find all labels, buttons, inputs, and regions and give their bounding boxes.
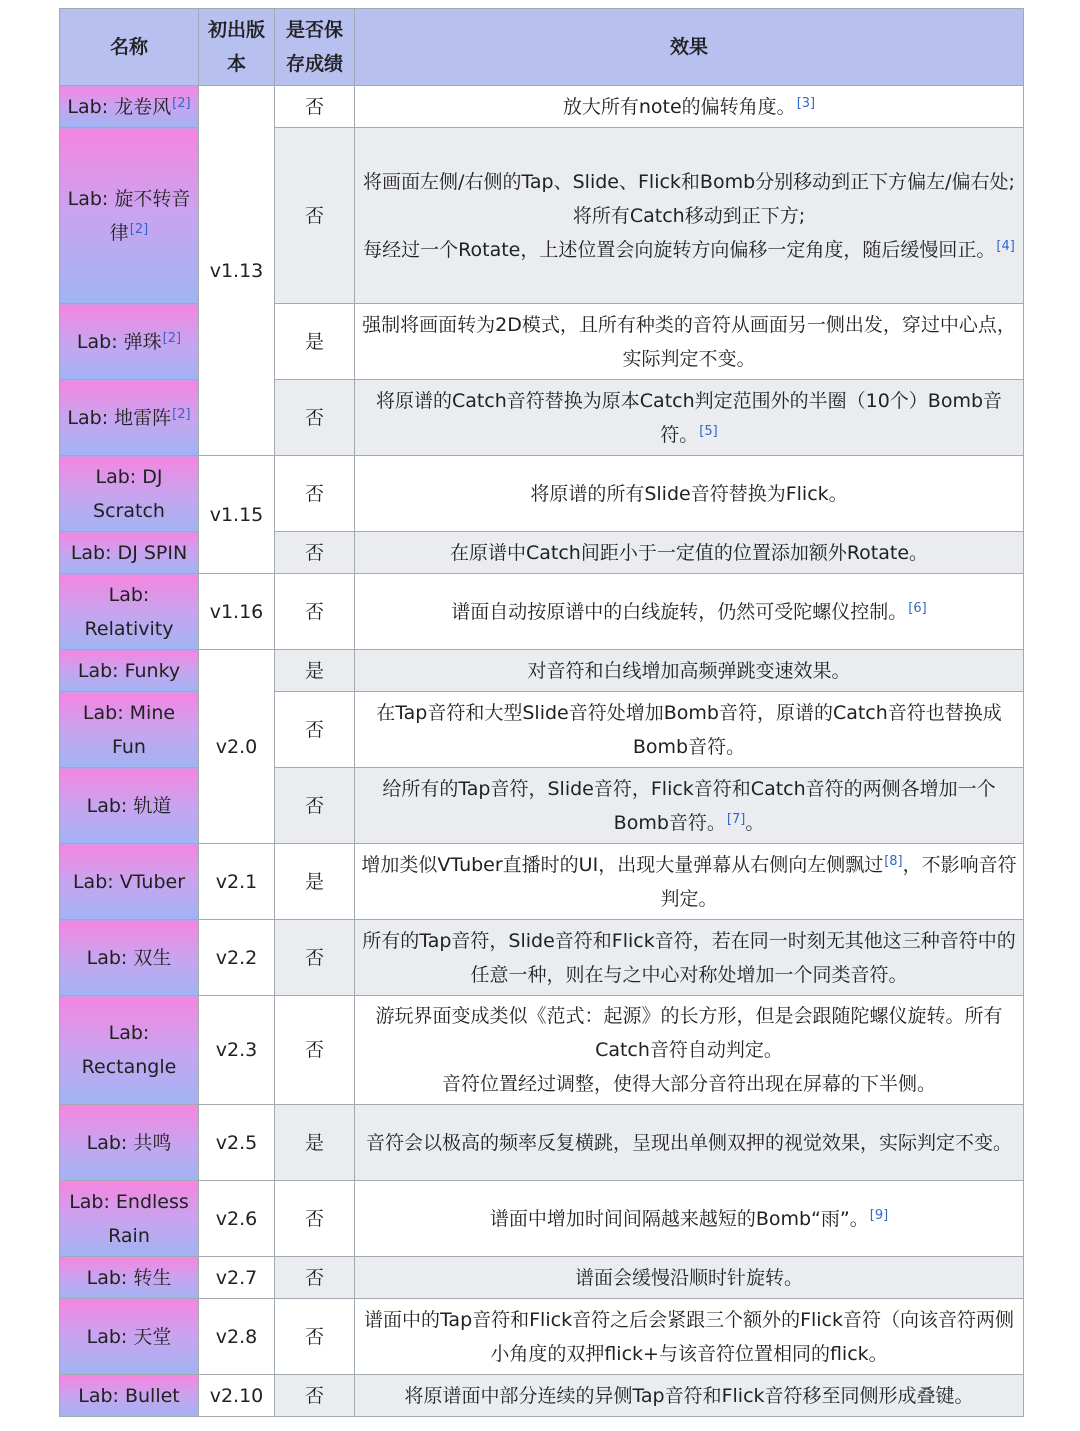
saves-score-cell: 否 (275, 574, 355, 650)
effect-text: 将所有Catch移动到正下方; (572, 204, 806, 227)
reference-link[interactable]: [2] (129, 221, 149, 237)
effect-cell (355, 650, 1024, 692)
effect-text: 游玩界面变成类似《范式：起源》的长方形，但是会跟随陀螺仪旋转。所有Catch音符自动判定。 (375, 1005, 1003, 1061)
table-row (60, 1375, 1024, 1417)
table-row (60, 86, 1024, 128)
saves-score-cell: 是 (275, 844, 355, 920)
effect-line (361, 924, 1017, 992)
effect-tail-text: ，不影响音符判定。 (660, 853, 1017, 910)
effect-text: 放大所有note的偏转角度。 (562, 95, 796, 118)
mode-name-cell (60, 574, 199, 650)
version-cell: v2.2 (199, 920, 275, 996)
header-saves: 是否保存成绩 (275, 9, 355, 86)
mode-name-cell (60, 768, 199, 844)
mode-name-cell (60, 1105, 199, 1181)
mode-name-cell (60, 304, 199, 380)
mode-name-cell (60, 844, 199, 920)
effect-line (361, 536, 1017, 570)
effect-line (361, 90, 1017, 124)
reference-link[interactable]: [4] (996, 238, 1015, 254)
header-row (60, 9, 1024, 86)
table-row (60, 574, 1024, 650)
effect-line (361, 1067, 1017, 1101)
mode-name: Lab: 转生 (86, 1266, 172, 1289)
saves-score-cell: 否 (275, 996, 355, 1105)
effect-text: 在Tap音符和大型Slide音符处增加Bomb音符，原谱的Catch音符也替换成Bomb音符。 (376, 701, 1002, 758)
saves-score-cell: 否 (275, 1299, 355, 1375)
effect-cell (355, 1375, 1024, 1417)
effect-line (361, 1202, 1017, 1236)
effect-text: 在原谱中Catch间距小于一定值的位置添加额外Rotate。 (449, 541, 929, 564)
effect-line (361, 595, 1017, 629)
effect-text: 音符位置经过调整，使得大部分音符出现在屏幕的下半侧。 (441, 1073, 936, 1095)
reference-link[interactable]: [5] (699, 423, 718, 439)
effect-cell (355, 768, 1024, 844)
reference-link[interactable]: [6] (908, 600, 927, 616)
mode-name-cell (60, 650, 199, 692)
effect-cell (355, 574, 1024, 650)
effect-cell (355, 128, 1024, 304)
reference-link[interactable]: [3] (796, 95, 816, 111)
effect-cell (355, 1181, 1024, 1257)
reference-link[interactable]: [2] (172, 406, 191, 422)
table-row (60, 1257, 1024, 1299)
effect-text: 将原谱面中部分连续的异侧Tap音符和Flick音符移至同侧形成叠键。 (404, 1384, 974, 1407)
effect-line (361, 165, 1017, 199)
saves-score-cell: 否 (275, 692, 355, 768)
effect-text: 将原谱的Catch音符替换为原本Catch判定范围外的半圈（10个）Bomb音符。 (375, 389, 1003, 446)
reference-link[interactable]: [2] (162, 330, 182, 346)
mode-name: Lab: Relativity (84, 583, 174, 640)
table-row (60, 920, 1024, 996)
saves-score-cell: 否 (275, 532, 355, 574)
mode-name-cell (60, 380, 199, 456)
lab-modes-table (59, 8, 1024, 1417)
saves-score-cell: 是 (275, 650, 355, 692)
mode-name: Lab: 旋不转音律 (67, 187, 191, 244)
effect-text: 对音符和白线增加高频弹跳变速效果。 (527, 659, 851, 682)
effect-text: 所有的Tap音符，Slide音符和Flick音符，若在同一时刻无其他这三种音符中的任意一种，则在与之中心对称处增加一个同类音符。 (362, 929, 1016, 986)
effect-line (361, 1261, 1017, 1295)
effect-text: 谱面会缓慢沿顺时针旋转。 (574, 1266, 803, 1289)
table-row (60, 844, 1024, 920)
version-cell: v2.3 (199, 996, 275, 1105)
header-version: 初出版本 (199, 9, 275, 86)
mode-name-cell (60, 1181, 199, 1257)
effect-line (361, 199, 1017, 233)
effect-line (361, 1126, 1017, 1160)
mode-name: Lab: VTuber (72, 870, 186, 893)
effect-text: 强制将画面转为2D模式，且所有种类的音符从画面另一侧出发，穿过中心点，实际判定不变。 (362, 313, 1016, 370)
table-row (60, 1105, 1024, 1181)
effect-cell (355, 844, 1024, 920)
version-cell: v1.15 (199, 456, 275, 574)
table-row (60, 1181, 1024, 1257)
mode-name-cell (60, 996, 199, 1105)
effect-cell (355, 1299, 1024, 1375)
effect-text: 给所有的Tap音符，Slide音符，Flick音符和Catch音符的两侧各增加一个Bomb音符。 (382, 777, 996, 834)
version-cell: v2.5 (199, 1105, 275, 1181)
version-cell: v1.13 (199, 86, 275, 456)
effect-cell (355, 996, 1024, 1105)
effect-line (361, 1303, 1017, 1371)
saves-score-cell: 否 (275, 380, 355, 456)
version-cell: v2.1 (199, 844, 275, 920)
mode-name-cell (60, 128, 199, 304)
mode-name: Lab: 天堂 (86, 1325, 172, 1348)
mode-name-cell (60, 86, 199, 128)
effect-line (361, 654, 1017, 688)
effect-line (361, 999, 1017, 1067)
effect-text: 将画面左侧/右侧的Tap、Slide、Flick和Bomb分别移动到正下方偏左/偏右处; (363, 170, 1015, 193)
saves-score-cell: 否 (275, 86, 355, 128)
effect-line (361, 772, 1017, 840)
effect-cell (355, 86, 1024, 128)
effect-line (361, 848, 1017, 916)
saves-score-cell: 是 (275, 304, 355, 380)
effect-line (361, 384, 1017, 452)
table-row (60, 650, 1024, 692)
effect-text: 每经过一个Rotate，上述位置会向旋转方向偏移一定角度，随后缓慢回正。 (363, 238, 996, 261)
version-cell: v2.8 (199, 1299, 275, 1375)
table-row (60, 1299, 1024, 1375)
effect-text: 增加类似VTuber直播时的UI，出现大量弹幕从右侧向左侧飘过 (361, 853, 884, 876)
version-cell: v2.10 (199, 1375, 275, 1417)
saves-score-cell: 否 (275, 1181, 355, 1257)
effect-cell (355, 380, 1024, 456)
mode-name: Lab: 轨道 (86, 794, 172, 817)
effect-cell (355, 692, 1024, 768)
version-cell: v2.0 (199, 650, 275, 844)
mode-name: Lab: 双生 (86, 946, 172, 969)
effect-cell (355, 1257, 1024, 1299)
mode-name: Lab: Endless Rain (69, 1190, 189, 1247)
effect-text: 音符会以极高的频率反复横跳，呈现出单侧双押的视觉效果，实际判定不变。 (365, 1131, 1012, 1154)
effect-line (361, 477, 1017, 511)
saves-score-cell: 否 (275, 768, 355, 844)
effect-line (361, 308, 1017, 376)
saves-score-cell: 否 (275, 456, 355, 532)
mode-name: Lab: Funky (77, 659, 181, 682)
mode-name-cell (60, 1375, 199, 1417)
header-name: 名称 (60, 9, 199, 86)
mode-name: Lab: DJ Scratch (93, 465, 165, 522)
reference-link[interactable]: [7] (726, 811, 746, 827)
mode-name-cell (60, 1257, 199, 1299)
effect-text: 将原谱的所有Slide音符替换为Flick。 (530, 482, 848, 505)
effect-cell (355, 1105, 1024, 1181)
mode-name: Lab: DJ SPIN (70, 541, 188, 564)
effect-line (361, 696, 1017, 764)
table-body (60, 86, 1024, 1417)
mode-name-cell (60, 692, 199, 768)
saves-score-cell: 否 (275, 920, 355, 996)
version-cell: v2.6 (199, 1181, 275, 1257)
header-effect: 效果 (355, 9, 1024, 86)
mode-name: Lab: Mine Fun (82, 701, 176, 758)
effect-text: 谱面中增加时间间隔越来越短的Bomb“雨”。 (489, 1207, 869, 1230)
mode-name-cell (60, 532, 199, 574)
version-cell: v2.7 (199, 1257, 275, 1299)
mode-name: Lab: Bullet (78, 1384, 180, 1407)
saves-score-cell: 是 (275, 1105, 355, 1181)
mode-name: Lab: 弹珠 (76, 330, 162, 353)
effect-tail-text: 。 (745, 811, 765, 834)
reference-link[interactable]: [8] (884, 853, 903, 869)
reference-link[interactable]: [2] (172, 95, 191, 111)
mode-name-cell (60, 1299, 199, 1375)
effect-text: 谱面自动按原谱中的白线旋转，仍然可受陀螺仪控制。 (451, 600, 908, 623)
effect-cell (355, 456, 1024, 532)
effect-text: 谱面中的Tap音符和Flick音符之后会紧跟三个额外的Flick音符（向该音符两侧小角度的双押flick+与该音符位置相同的flick。 (363, 1308, 1015, 1365)
mode-name: Lab: Rectangle (81, 1022, 177, 1078)
saves-score-cell: 否 (275, 128, 355, 304)
effect-line (361, 233, 1017, 267)
mode-name-cell (60, 920, 199, 996)
version-cell: v1.16 (199, 574, 275, 650)
saves-score-cell: 否 (275, 1257, 355, 1299)
table-row (60, 456, 1024, 532)
mode-name-cell (60, 456, 199, 532)
table-row (60, 996, 1024, 1105)
mode-name: Lab: 地雷阵 (67, 406, 172, 429)
effect-cell (355, 532, 1024, 574)
saves-score-cell: 否 (275, 1375, 355, 1417)
reference-link[interactable]: [9] (869, 1207, 889, 1223)
mode-name: Lab: 共鸣 (86, 1131, 172, 1154)
effect-cell (355, 920, 1024, 996)
effect-line (361, 1379, 1017, 1413)
effect-cell (355, 304, 1024, 380)
mode-name: Lab: 龙卷风 (67, 95, 172, 118)
